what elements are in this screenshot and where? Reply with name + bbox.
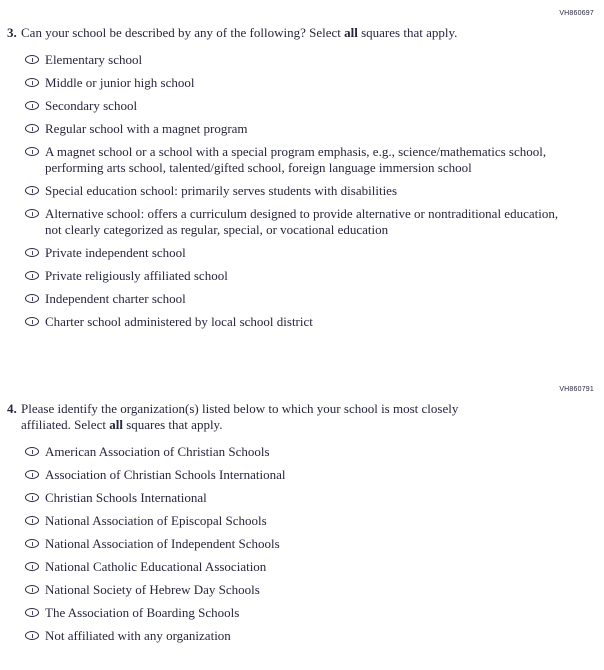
- answer-option-label: A magnet school or a school with a special program emphasis, e.g., science/mathematics school, performing arts school, talented/gifted school, foreign language immersion school: [45, 144, 547, 175]
- oval-letter-mark: [32, 104, 33, 108]
- oval-letter-mark: [32, 450, 33, 454]
- answer-option-label: Association of Christian Schools International: [45, 467, 286, 482]
- answer-oval-icon[interactable]: [25, 631, 39, 640]
- answer-option[interactable]: [25, 314, 596, 330]
- answer-option[interactable]: [25, 245, 596, 261]
- oval-letter-mark: [32, 274, 33, 278]
- answer-oval-icon[interactable]: [25, 317, 39, 326]
- oval-letter-mark: [32, 150, 33, 154]
- question-3: [7, 10, 596, 330]
- question-number: 3.: [7, 25, 17, 40]
- answer-option[interactable]: [25, 268, 596, 284]
- answer-option-label: Charter school administered by local school district: [45, 314, 313, 329]
- answer-option[interactable]: [25, 52, 596, 68]
- prompt-text: Please identify the organization(s) listed below to which your school is most closely affiliated. Select: [21, 401, 459, 432]
- prompt-bold-text: all: [109, 417, 123, 432]
- oval-letter-mark: [32, 634, 33, 638]
- answer-oval-icon[interactable]: [25, 78, 39, 87]
- oval-letter-mark: [32, 320, 33, 324]
- answer-options-list: [25, 52, 596, 330]
- answer-option-label: Private religiously affiliated school: [45, 268, 228, 283]
- answer-option[interactable]: [25, 444, 596, 460]
- answer-option-label: Elementary school: [45, 52, 143, 67]
- oval-letter-mark: [32, 127, 33, 131]
- answer-oval-icon[interactable]: [25, 539, 39, 548]
- answer-option[interactable]: [25, 582, 596, 598]
- question-number: 4.: [7, 401, 17, 416]
- answer-option-label: Regular school with a magnet program: [45, 121, 248, 136]
- question-prompt: [21, 25, 457, 41]
- answer-option-label: National Catholic Educational Association: [45, 559, 267, 574]
- oval-letter-mark: [32, 189, 33, 193]
- prompt-text: squares that apply.: [122, 417, 223, 432]
- answer-oval-icon[interactable]: [25, 124, 39, 133]
- item-code: VH860791: [559, 386, 594, 393]
- answer-option-label: Christian Schools International: [45, 490, 207, 505]
- answer-oval-icon[interactable]: [25, 516, 39, 525]
- answer-option-label: Private independent school: [45, 245, 186, 260]
- answer-oval-icon[interactable]: [25, 147, 39, 156]
- answer-oval-icon[interactable]: [25, 470, 39, 479]
- answer-oval-icon[interactable]: [25, 101, 39, 110]
- oval-letter-mark: [32, 251, 33, 255]
- answer-option-label: Alternative school: offers a curriculum designed to provide alternative or nontraditional education, not clearly categorized as regular, special, or vocational education: [45, 206, 559, 237]
- oval-letter-mark: [32, 496, 33, 500]
- answer-option[interactable]: [25, 206, 596, 238]
- answer-oval-icon[interactable]: [25, 294, 39, 303]
- answer-oval-icon[interactable]: [25, 55, 39, 64]
- answer-option[interactable]: [25, 605, 596, 621]
- answer-option-label: Special education school: primarily serves students with disabilities: [45, 183, 398, 198]
- answer-oval-icon[interactable]: [25, 585, 39, 594]
- answer-oval-icon[interactable]: [25, 493, 39, 502]
- answer-option-label: National Association of Episcopal Schools: [45, 513, 267, 528]
- answer-option[interactable]: [25, 75, 596, 91]
- item-code: VH860697: [559, 10, 594, 17]
- prompt-text: squares that apply.: [357, 25, 458, 40]
- oval-letter-mark: [32, 81, 33, 85]
- oval-letter-mark: [32, 212, 33, 216]
- oval-letter-mark: [32, 58, 33, 62]
- prompt-bold-text: all: [344, 25, 358, 40]
- answer-option-label: National Association of Independent Schools: [45, 536, 280, 551]
- answer-option[interactable]: [25, 467, 596, 483]
- answer-option[interactable]: [25, 536, 596, 552]
- answer-option-label: National Society of Hebrew Day Schools: [45, 582, 260, 597]
- oval-letter-mark: [32, 565, 33, 569]
- answer-option[interactable]: [25, 121, 596, 137]
- answer-option-label: American Association of Christian Schools: [45, 444, 270, 459]
- answer-option[interactable]: [25, 490, 596, 506]
- answer-oval-icon[interactable]: [25, 562, 39, 571]
- oval-letter-mark: [32, 542, 33, 546]
- prompt-text: Can your school be described by any of the following? Select: [21, 25, 345, 40]
- answer-option-label: Middle or junior high school: [45, 75, 195, 90]
- oval-letter-mark: [32, 519, 33, 523]
- answer-oval-icon[interactable]: [25, 271, 39, 280]
- answer-option[interactable]: [25, 559, 596, 575]
- answer-option[interactable]: [25, 98, 596, 114]
- answer-option-label: Secondary school: [45, 98, 138, 113]
- answer-oval-icon[interactable]: [25, 209, 39, 218]
- answer-option[interactable]: [25, 183, 596, 199]
- answer-option-label: Not affiliated with any organization: [45, 628, 231, 643]
- answer-option[interactable]: [25, 291, 596, 307]
- answer-option[interactable]: [25, 628, 596, 644]
- answer-option[interactable]: [25, 513, 596, 529]
- answer-oval-icon[interactable]: [25, 186, 39, 195]
- answer-option[interactable]: [25, 144, 596, 176]
- question-prompt: [21, 401, 493, 433]
- answer-option-label: The Association of Boarding Schools: [45, 605, 240, 620]
- oval-letter-mark: [32, 611, 33, 615]
- answer-options-list: [25, 444, 596, 644]
- answer-oval-icon[interactable]: [25, 248, 39, 257]
- oval-letter-mark: [32, 588, 33, 592]
- oval-letter-mark: [32, 473, 33, 477]
- answer-oval-icon[interactable]: [25, 447, 39, 456]
- answer-oval-icon[interactable]: [25, 608, 39, 617]
- oval-letter-mark: [32, 297, 33, 301]
- question-4: [7, 386, 596, 644]
- answer-option-label: Independent charter school: [45, 291, 186, 306]
